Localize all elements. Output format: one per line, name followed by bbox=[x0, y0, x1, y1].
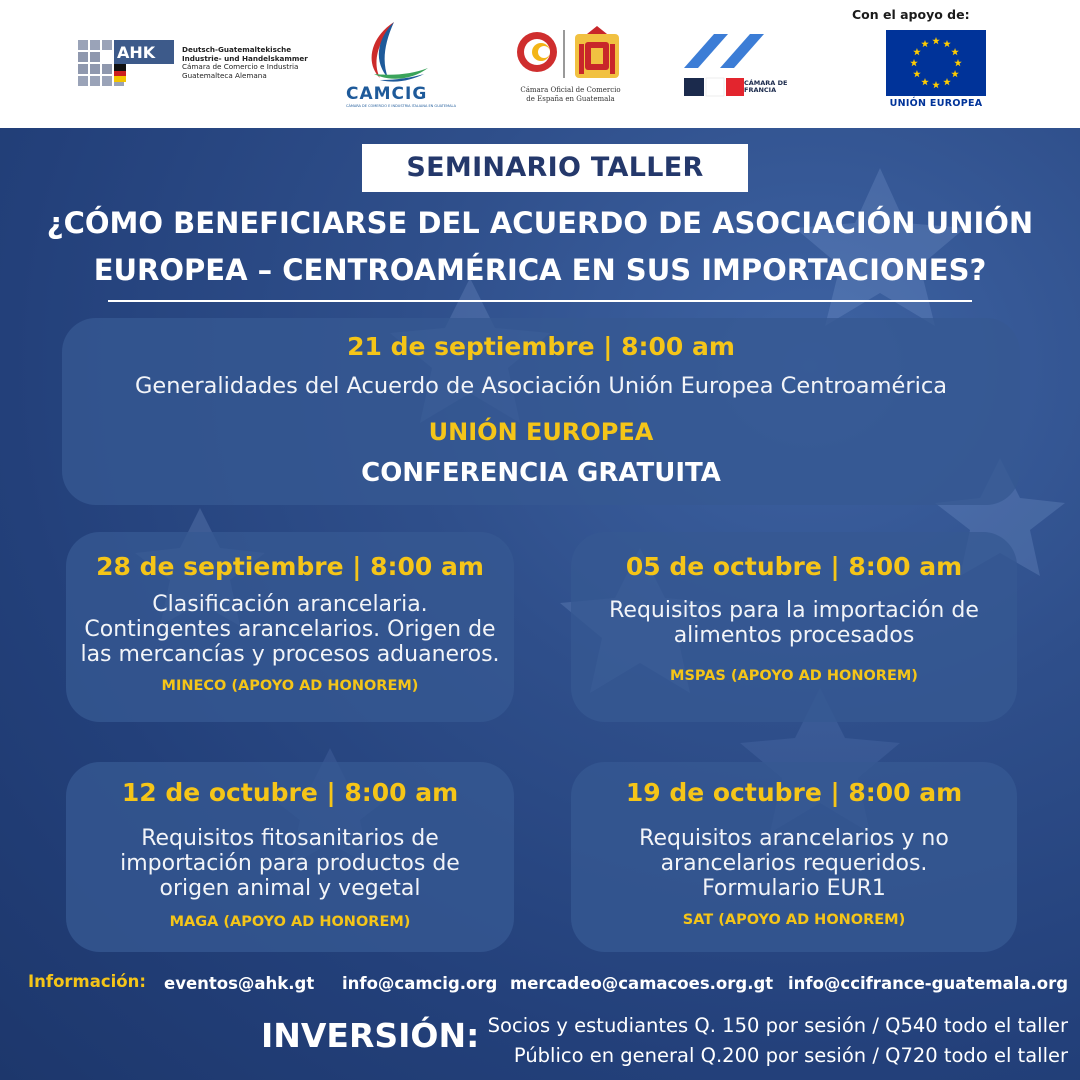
session-description-line: Requisitos arancelarios y no bbox=[639, 826, 949, 851]
seminar-title-line: ¿CÓMO BENEFICIARSE DEL ACUERDO DE ASOCIACIÓN UNIÓN bbox=[46, 206, 1034, 240]
camcig-name: CAMCIG bbox=[346, 84, 428, 104]
session-card-main bbox=[62, 318, 1020, 505]
contact-email-camcig[interactable]: info@camcig.org bbox=[342, 974, 498, 993]
eu-label: UNIÓN EUROPEA bbox=[889, 98, 983, 109]
session-description bbox=[74, 826, 506, 901]
investment-label: INVERSIÓN: bbox=[261, 1016, 480, 1055]
eu-logo bbox=[886, 30, 986, 110]
contact-email-ahk[interactable]: eventos@ahk.gt bbox=[164, 974, 315, 993]
session-support-tag: SAT (APOYO AD HONOREM) bbox=[682, 912, 906, 928]
seminar-title-line: EUROPEA – CENTROAMÉRICA EN SUS IMPORTACIONES? bbox=[93, 253, 987, 287]
ccifrance-line: FRANCIA bbox=[744, 86, 777, 94]
session-support-tag: MSPAS (APOYO AD HONOREM) bbox=[670, 668, 918, 684]
ccifrance-logo bbox=[680, 34, 810, 98]
session-description bbox=[74, 592, 506, 667]
camcig-subtitle: CÁMARA DE COMERCIO E INDUSTRIA ITALIANA EN GUATEMALA bbox=[346, 104, 456, 108]
session-description-line: Formulario EUR1 bbox=[702, 876, 886, 901]
camcig-logo bbox=[340, 18, 456, 110]
session-description-line: importación para productos de bbox=[120, 851, 460, 876]
ccifrance-line: CÁMARA DE bbox=[744, 79, 788, 87]
spain-chamber-emblem-icon bbox=[515, 24, 625, 84]
seminar-badge: SEMINARIO TALLER bbox=[362, 144, 748, 192]
camacoes-line: de España en Guatemala bbox=[526, 95, 615, 103]
ahk-logo-text: AHK bbox=[117, 43, 156, 62]
title-divider bbox=[108, 300, 972, 302]
session-organizer: UNIÓN EUROPEA bbox=[428, 418, 654, 446]
seminar-title bbox=[30, 200, 1050, 294]
session-date: 21 de septiembre | 8:00 am bbox=[347, 332, 735, 361]
session-description bbox=[579, 598, 1009, 648]
ahk-line: Industrie- und Handelskammer bbox=[182, 53, 308, 63]
session-description-line: origen animal y vegetal bbox=[159, 876, 421, 901]
session-date: 19 de octubre | 8:00 am bbox=[625, 778, 963, 807]
session-card bbox=[571, 532, 1017, 722]
investment-price-line: Público en general Q.200 por sesión / Q720 todo el taller bbox=[513, 1044, 1068, 1067]
session-description bbox=[579, 826, 1009, 901]
ahk-line: Guatemalteca Alemana bbox=[182, 70, 267, 80]
session-date: 28 de septiembre | 8:00 am bbox=[96, 552, 484, 581]
session-card bbox=[66, 532, 514, 722]
camacoes-logo bbox=[505, 24, 635, 116]
session-support-tag: MINECO (APOYO AD HONOREM) bbox=[161, 678, 419, 694]
session-description-line: Requisitos para la importación de bbox=[609, 598, 979, 623]
session-date: 05 de octubre | 8:00 am bbox=[625, 552, 963, 581]
session-card bbox=[571, 762, 1017, 952]
seminar-poster bbox=[0, 128, 1080, 1080]
session-description-line: Requisitos fitosanitarios de bbox=[141, 826, 439, 851]
session-support-tag: MAGA (APOYO AD HONOREM) bbox=[169, 914, 411, 930]
ahk-logo bbox=[78, 40, 308, 88]
contact-email-ccifrance[interactable]: info@ccifrance-guatemala.org bbox=[788, 974, 1069, 993]
ahk-line: Deutsch-Guatemaltekische bbox=[182, 45, 292, 54]
support-label: Con el apoyo de: bbox=[852, 7, 970, 22]
contact-label: Información: bbox=[28, 972, 146, 991]
session-note: CONFERENCIA GRATUITA bbox=[361, 458, 721, 488]
investment-price-line: Socios y estudiantes Q. 150 por sesión / Q540 todo el taller bbox=[487, 1014, 1068, 1037]
session-card bbox=[66, 762, 514, 952]
ccifrance-name bbox=[744, 80, 787, 94]
contact-email-camacoes[interactable]: mercadeo@camacoes.org.gt bbox=[510, 974, 774, 993]
session-description-line: Contingentes arancelarios. Origen de bbox=[84, 617, 496, 642]
eu-flag-icon bbox=[886, 30, 986, 96]
session-description: Generalidades del Acuerdo de Asociación Unión Europea Centroamérica bbox=[135, 373, 947, 399]
session-description-line: arancelarios requeridos. bbox=[660, 851, 928, 876]
session-description-line: Clasificación arancelaria. bbox=[152, 592, 428, 617]
session-date: 12 de octubre | 8:00 am bbox=[121, 778, 459, 807]
session-description-line: las mercancías y procesos aduaneros. bbox=[80, 642, 500, 667]
camcig-swoosh-icon bbox=[350, 18, 440, 84]
camacoes-name bbox=[513, 86, 628, 104]
ahk-line: Cámara de Comercio e Industria bbox=[182, 62, 299, 72]
ahk-name-block bbox=[182, 46, 322, 80]
camacoes-line: Cámara Oficial de Comercio bbox=[520, 86, 621, 94]
session-description-line: alimentos procesados bbox=[673, 623, 915, 648]
sponsor-header bbox=[0, 0, 1080, 128]
